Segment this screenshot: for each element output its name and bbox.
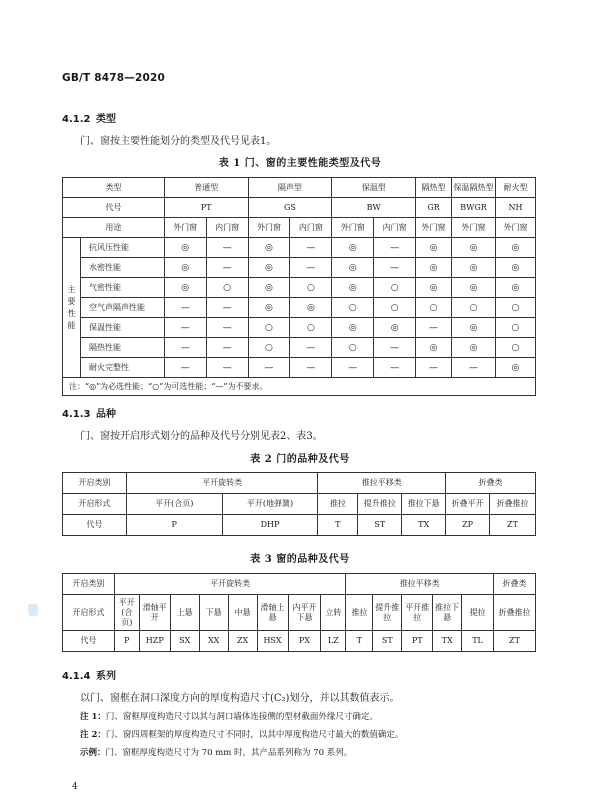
type-code: GR bbox=[416, 198, 452, 218]
use-label: 用途 bbox=[63, 218, 165, 238]
table3-code-row bbox=[63, 631, 536, 652]
performance-requirement: — bbox=[164, 338, 206, 358]
table2-category-row bbox=[63, 473, 536, 494]
performance-requirement: ○ bbox=[332, 338, 374, 358]
code-header: 代号 bbox=[63, 515, 127, 536]
section-title: 品种 bbox=[96, 409, 116, 420]
category-cell: 折叠类 bbox=[494, 574, 536, 595]
example bbox=[80, 746, 352, 758]
form-cell: 折叠推拉 bbox=[490, 494, 536, 515]
form-cell: 提拉 bbox=[462, 595, 494, 631]
performance-requirement: — bbox=[374, 338, 416, 358]
table1-caption: 表 1 门、窗的主要性能类型及代号 bbox=[218, 158, 382, 169]
table3-form-row bbox=[63, 595, 536, 631]
use-exterior: 外门窗 bbox=[332, 218, 374, 238]
type-code: BW bbox=[332, 198, 416, 218]
code-label: 代号 bbox=[63, 198, 165, 218]
use-exterior: 外门窗 bbox=[495, 218, 535, 238]
performance-requirement: — bbox=[374, 358, 416, 378]
form-cell: 折叠平开 bbox=[446, 494, 490, 515]
performance-row bbox=[63, 258, 536, 278]
performance-requirement: — bbox=[206, 358, 248, 378]
performance-name: 保温性能 bbox=[80, 318, 164, 338]
performance-requirement: ◎ bbox=[164, 258, 206, 278]
form-cell: 折叠推拉 bbox=[494, 595, 536, 631]
category-cell: 推拉平移类 bbox=[346, 574, 494, 595]
performance-requirement: ○ bbox=[248, 338, 290, 358]
type-name: 保温型 bbox=[332, 178, 416, 198]
code-cell: DHP bbox=[222, 515, 318, 536]
form-cell: 立转 bbox=[321, 595, 346, 631]
form-cell: 推拉 bbox=[318, 494, 358, 515]
performance-requirement: ◎ bbox=[452, 318, 496, 338]
performance-requirement: ◎ bbox=[164, 238, 206, 258]
table1-performance-types bbox=[62, 177, 536, 396]
type-name: 保温隔热型 bbox=[452, 178, 496, 198]
main-performance-label: 主 要 性 能 bbox=[63, 238, 81, 378]
performance-requirement: ◎ bbox=[248, 278, 290, 298]
performance-requirement: — bbox=[164, 298, 206, 318]
performance-requirement: ○ bbox=[495, 298, 535, 318]
performance-requirement: — bbox=[374, 258, 416, 278]
category-header: 开启类别 bbox=[63, 574, 115, 595]
performance-requirement: — bbox=[164, 318, 206, 338]
note-text: 门、窗框厚度构造尺寸以其与洞口墙体连接侧的型材截面外缘尺寸确定。 bbox=[105, 712, 378, 722]
code-cell: LZ bbox=[321, 631, 346, 652]
performance-requirement: — bbox=[206, 338, 248, 358]
section-number: 4.1.2 bbox=[62, 114, 91, 125]
performance-requirement: — bbox=[452, 358, 496, 378]
performance-requirement: ◎ bbox=[495, 238, 535, 258]
performance-requirement: — bbox=[290, 338, 332, 358]
form-cell: 推拉 bbox=[346, 595, 373, 631]
performance-requirement: ○ bbox=[374, 278, 416, 298]
category-cell: 平开旋转类 bbox=[114, 574, 346, 595]
section-number: 4.1.4 bbox=[62, 671, 91, 682]
form-cell: 平开(合页) bbox=[126, 494, 222, 515]
form-header: 开启形式 bbox=[63, 494, 127, 515]
table1-type-row bbox=[63, 178, 536, 198]
performance-requirement: ◎ bbox=[248, 258, 290, 278]
form-cell: 平开(合页) bbox=[114, 595, 139, 631]
table2-code-row bbox=[63, 515, 536, 536]
performance-requirement: ◎ bbox=[164, 278, 206, 298]
performance-requirement: ◎ bbox=[416, 338, 452, 358]
code-cell: ZT bbox=[490, 515, 536, 536]
table1-note: 注：“◎”为必选性能；“○”为可选性能；“—”为不要求。 bbox=[63, 378, 536, 396]
code-cell: PX bbox=[288, 631, 321, 652]
performance-requirement: ◎ bbox=[452, 258, 496, 278]
type-code: PT bbox=[164, 198, 248, 218]
code-cell: ZP bbox=[446, 515, 490, 536]
performance-requirement: ◎ bbox=[495, 278, 535, 298]
form-cell: 平开(地弹簧) bbox=[222, 494, 318, 515]
form-cell: 平开推拉 bbox=[402, 595, 433, 631]
table2-form-row bbox=[63, 494, 536, 515]
performance-requirement: ○ bbox=[332, 298, 374, 318]
code-cell: TX bbox=[402, 515, 446, 536]
performance-requirement: — bbox=[290, 358, 332, 378]
form-cell: 推拉下悬 bbox=[433, 595, 462, 631]
note-label: 注 2： bbox=[80, 730, 106, 740]
performance-requirement: — bbox=[374, 238, 416, 258]
section-heading-4-1-4 bbox=[62, 667, 116, 682]
code-cell: ZT bbox=[494, 631, 536, 652]
performance-requirement: ◎ bbox=[452, 278, 496, 298]
performance-row bbox=[63, 318, 536, 338]
section-paragraph: 门、窗按主要性能划分的类型及代号见表1。 bbox=[80, 136, 277, 147]
code-cell: ZX bbox=[228, 631, 257, 652]
use-interior: 内门窗 bbox=[206, 218, 248, 238]
performance-requirement: ○ bbox=[495, 318, 535, 338]
type-name: 耐火型 bbox=[495, 178, 535, 198]
performance-requirement: — bbox=[206, 238, 248, 258]
performance-requirement: ◎ bbox=[332, 258, 374, 278]
form-cell: 提升推拉 bbox=[358, 494, 402, 515]
type-label: 类型 bbox=[63, 178, 165, 198]
section-number: 4.1.3 bbox=[62, 409, 91, 420]
type-code: GS bbox=[248, 198, 332, 218]
performance-row bbox=[63, 238, 536, 258]
performance-requirement: ◎ bbox=[332, 238, 374, 258]
performance-name: 耐火完整性 bbox=[80, 358, 164, 378]
performance-requirement: — bbox=[206, 298, 248, 318]
example-text: 门、窗框厚度构造尺寸为 70 mm 时，其产品系列称为 70 系列。 bbox=[105, 748, 353, 758]
form-cell: 中悬 bbox=[228, 595, 257, 631]
performance-requirement: ◎ bbox=[332, 318, 374, 338]
code-cell: P bbox=[126, 515, 222, 536]
note-label: 注 1： bbox=[80, 712, 106, 722]
type-code: NH bbox=[495, 198, 535, 218]
type-code: BWGR bbox=[452, 198, 496, 218]
category-cell: 折叠类 bbox=[446, 473, 536, 494]
performance-requirement: ◎ bbox=[452, 338, 496, 358]
code-cell: TX bbox=[433, 631, 462, 652]
performance-name: 气密性能 bbox=[80, 278, 164, 298]
performance-requirement: ◎ bbox=[416, 278, 452, 298]
use-interior: 内门窗 bbox=[374, 218, 416, 238]
code-cell: T bbox=[318, 515, 358, 536]
performance-requirement: ◎ bbox=[248, 238, 290, 258]
code-cell: P bbox=[114, 631, 139, 652]
note-1 bbox=[80, 710, 378, 722]
performance-name: 水密性能 bbox=[80, 258, 164, 278]
use-interior: 内门窗 bbox=[290, 218, 332, 238]
table1-use-row bbox=[63, 218, 536, 238]
performance-name: 空气声隔声性能 bbox=[80, 298, 164, 318]
performance-requirement: ◎ bbox=[416, 238, 452, 258]
form-cell: 推拉下悬 bbox=[402, 494, 446, 515]
category-header: 开启类别 bbox=[63, 473, 127, 494]
form-cell: 上悬 bbox=[170, 595, 199, 631]
table1-performance-rows bbox=[63, 238, 536, 378]
table2-caption: 表 2 门的品种及代号 bbox=[250, 454, 350, 465]
performance-requirement: — bbox=[416, 358, 452, 378]
code-cell: HSX bbox=[257, 631, 288, 652]
form-cell: 提升推拉 bbox=[373, 595, 402, 631]
form-header: 开启形式 bbox=[63, 595, 115, 631]
performance-row bbox=[63, 338, 536, 358]
code-cell: ST bbox=[373, 631, 402, 652]
section-paragraph: 以门、窗框在洞口深度方向的厚度构造尺寸(C₂)划分，并以其数值表示。 bbox=[80, 693, 400, 704]
performance-requirement: — bbox=[332, 358, 374, 378]
code-cell: XX bbox=[199, 631, 228, 652]
code-cell: TL bbox=[462, 631, 494, 652]
section-paragraph: 门、窗按开启形式划分的品种及代号分别见表2、表3。 bbox=[80, 431, 323, 442]
performance-name: 隔热性能 bbox=[80, 338, 164, 358]
performance-requirement: ○ bbox=[452, 298, 496, 318]
section-heading-4-1-3 bbox=[62, 405, 116, 420]
form-cell: 滑轴上悬 bbox=[257, 595, 288, 631]
use-exterior: 外门窗 bbox=[164, 218, 206, 238]
performance-requirement: ◎ bbox=[374, 318, 416, 338]
table3-window-varieties bbox=[62, 573, 536, 652]
performance-requirement: — bbox=[248, 358, 290, 378]
table3-caption: 表 3 窗的品种及代号 bbox=[250, 554, 350, 565]
form-cell: 滑轴平开 bbox=[139, 595, 170, 631]
performance-requirement: — bbox=[416, 318, 452, 338]
performance-requirement: — bbox=[164, 358, 206, 378]
performance-requirement: ◎ bbox=[248, 298, 290, 318]
performance-requirement: ○ bbox=[495, 338, 535, 358]
performance-requirement: ◎ bbox=[416, 258, 452, 278]
form-cell: 下悬 bbox=[199, 595, 228, 631]
performance-requirement: ○ bbox=[290, 278, 332, 298]
code-cell: ST bbox=[358, 515, 402, 536]
code-header: 代号 bbox=[63, 631, 115, 652]
performance-requirement: ◎ bbox=[452, 238, 496, 258]
type-name: 普通型 bbox=[164, 178, 248, 198]
performance-row bbox=[63, 298, 536, 318]
performance-requirement: ◎ bbox=[332, 278, 374, 298]
performance-requirement: — bbox=[206, 258, 248, 278]
section-title: 系列 bbox=[96, 671, 116, 682]
performance-row bbox=[63, 278, 536, 298]
table2-door-varieties bbox=[62, 472, 536, 536]
code-cell: T bbox=[346, 631, 373, 652]
page-number: 4 bbox=[72, 782, 78, 792]
performance-requirement: ○ bbox=[290, 318, 332, 338]
section-title: 类型 bbox=[96, 114, 116, 125]
performance-row bbox=[63, 358, 536, 378]
code-cell: SX bbox=[170, 631, 199, 652]
example-label: 示例： bbox=[80, 748, 106, 758]
table1-note-row bbox=[63, 378, 536, 396]
performance-requirement: ○ bbox=[248, 318, 290, 338]
performance-requirement: — bbox=[290, 258, 332, 278]
performance-name: 抗风压性能 bbox=[80, 238, 164, 258]
note-text: 门、窗四周框架的厚度构造尺寸不同时，以其中厚度构造尺寸最大的数值确定。 bbox=[105, 730, 404, 740]
type-name: 隔声型 bbox=[248, 178, 332, 198]
section-heading-4-1-2 bbox=[62, 110, 116, 125]
table1-code-row bbox=[63, 198, 536, 218]
performance-requirement: — bbox=[290, 238, 332, 258]
code-cell: HZP bbox=[139, 631, 170, 652]
type-name: 隔热型 bbox=[416, 178, 452, 198]
use-exterior: 外门窗 bbox=[416, 218, 452, 238]
performance-requirement: ◎ bbox=[495, 258, 535, 278]
performance-requirement: ◎ bbox=[495, 358, 535, 378]
performance-requirement: ○ bbox=[416, 298, 452, 318]
performance-requirement: ◎ bbox=[290, 298, 332, 318]
performance-requirement: ○ bbox=[206, 278, 248, 298]
performance-requirement: — bbox=[206, 318, 248, 338]
performance-requirement: ○ bbox=[374, 298, 416, 318]
code-cell: PT bbox=[402, 631, 433, 652]
table3-category-row bbox=[63, 574, 536, 595]
standard-code: GB/T 8478—2020 bbox=[62, 72, 166, 84]
category-cell: 平开旋转类 bbox=[126, 473, 318, 494]
note-2 bbox=[80, 728, 403, 740]
use-exterior: 外门窗 bbox=[452, 218, 496, 238]
category-cell: 推拉平移类 bbox=[318, 473, 446, 494]
form-cell: 内平开下悬 bbox=[288, 595, 321, 631]
use-exterior: 外门窗 bbox=[248, 218, 290, 238]
scan-artifact bbox=[28, 604, 38, 616]
